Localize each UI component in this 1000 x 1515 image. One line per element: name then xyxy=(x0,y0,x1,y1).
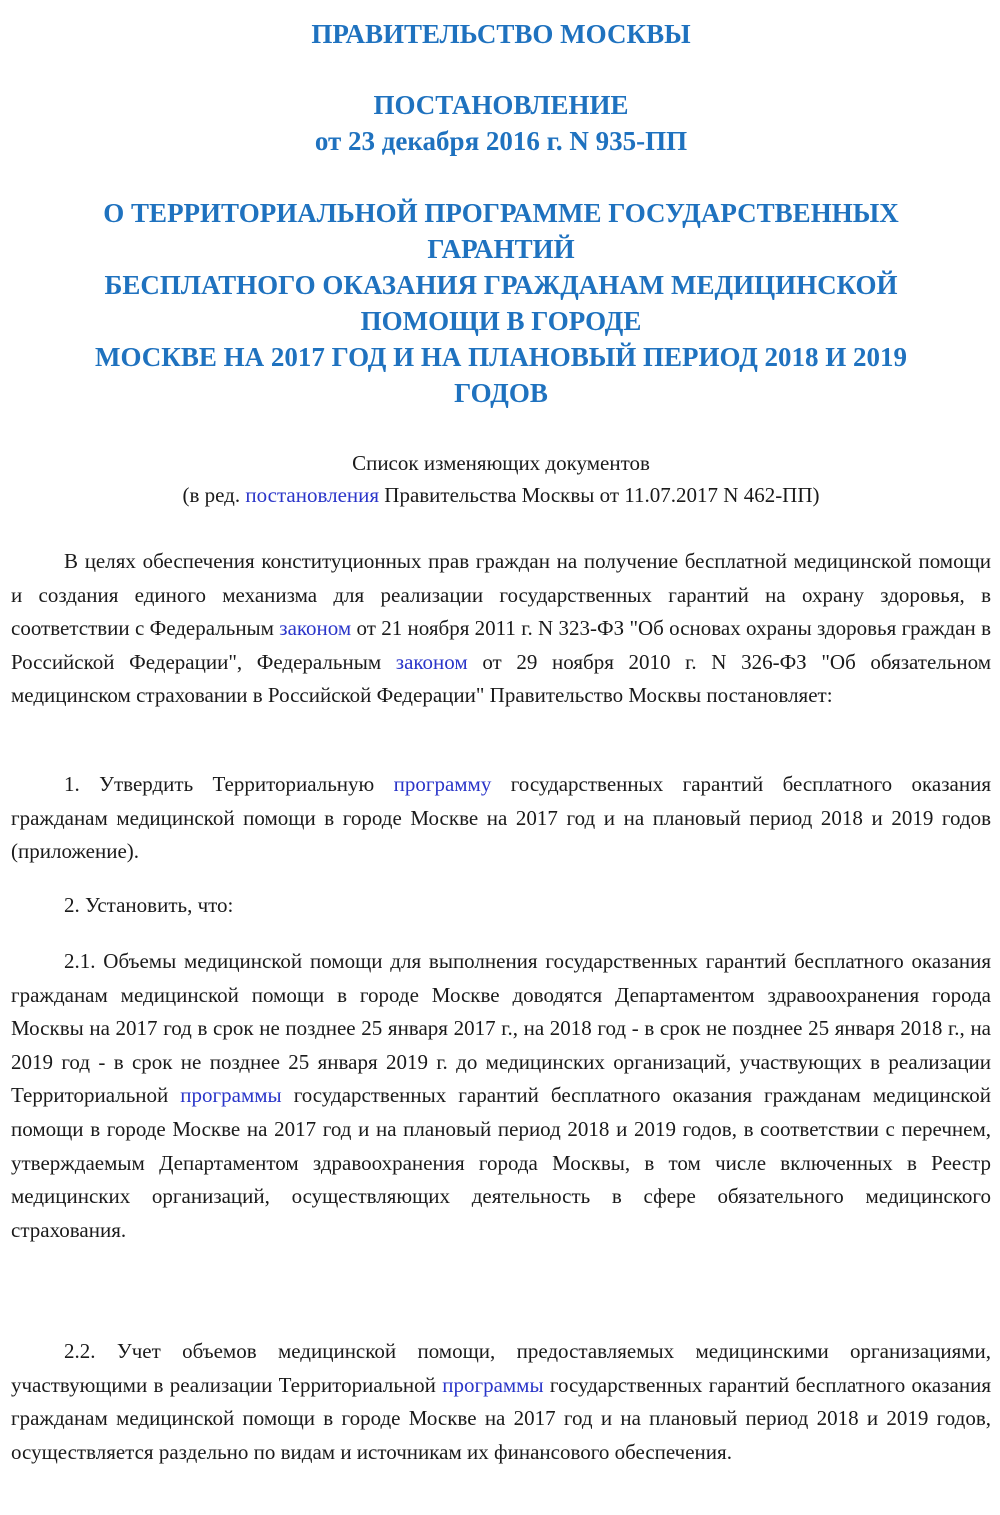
program-link[interactable]: программы xyxy=(180,1083,282,1108)
title-line: БЕСПЛАТНОГО ОКАЗАНИЯ ГРАЖДАНАМ МЕДИЦИНСКОЙ xyxy=(104,270,898,300)
amendments-prefix: (в ред. xyxy=(182,483,246,507)
document-title xyxy=(11,195,991,411)
amendments-title: Список изменяющих документов xyxy=(352,451,650,475)
law-326-link[interactable]: законом xyxy=(395,649,468,674)
preamble-text: В целях обеспечения конституционных прав граждан на получение бесплатной медицинской помощи и создания единого механизма для реализации государственных гарантий на охрану здоровья, в соответствии с Федеральным xyxy=(11,549,991,641)
item-2-2-text: 2.2. Учет объемов медицинской помощи, предоставляемых медицинскими организациями, участвующими в реализации Территориальной xyxy=(11,1339,991,1397)
amendments-suffix: Правительства Москвы от 11.07.2017 N 462-ПП) xyxy=(379,483,820,507)
item-2-1-paragraph xyxy=(11,945,991,1247)
item-2-1-text: государственных гарантий бесплатного оказания гражданам медицинской помощи в городе Москве на 2017 год и на плановый период 2018 и 2019 годов, в соответствии с перечнем, утверждаемым Департаментом здравоохранения города Москвы, в том числе включенных в Реестр медицинских организаций, осуществляющих деятельность в сфере обязательного медицинского страхования. xyxy=(11,1083,991,1242)
program-link[interactable]: программы xyxy=(442,1372,544,1397)
amendments-reference xyxy=(11,479,991,511)
item-2-paragraph: 2. Установить, что: xyxy=(64,893,234,917)
item-1-text: государственных гарантий бесплатного оказания гражданам медицинской помощи в городе Москве на 2017 год и на плановый период 2018 и 2019 годов (приложение). xyxy=(11,772,991,864)
government-heading: ПРАВИТЕЛЬСТВО МОСКВЫ xyxy=(311,19,691,49)
amendments-block xyxy=(11,447,991,511)
program-link[interactable]: программу xyxy=(393,772,492,796)
preamble-text: от 29 ноября 2010 г. N 326-ФЗ "Об обязательном медицинском страховании в Российской Федерации" Правительство Москвы постановляет: xyxy=(11,649,991,708)
title-line: ПОМОЩИ В ГОРОДЕ xyxy=(360,306,642,336)
item-2-1-text: 2.1. Объемы медицинской помощи для выполнения государственных гарантий бесплатного оказания гражданам медицинской помощи в городе Москве доводятся Департаментом здравоохранения города Москвы на 2017 год в срок не позднее 25 января 2017 г., на 2018 год - в срок не позднее 25 января 2018 г., на 2019 год - в срок не позднее 25 января 2019 г. до медицинских организаций, участвующих в реализации Территориальной xyxy=(11,949,991,1108)
preamble-text: от 21 ноября 2011 г. N 323-ФЗ "Об основах охраны здоровья граждан в Российской Федерации", Федеральным xyxy=(11,616,991,674)
decree-type: ПОСТАНОВЛЕНИЕ xyxy=(373,90,629,120)
title-line: ГОДОВ xyxy=(454,378,548,408)
title-line: ГАРАНТИЙ xyxy=(427,234,575,264)
amendment-decree-link[interactable]: постановления xyxy=(245,483,380,507)
decree-date-number: от 23 декабря 2016 г. N 935-ПП xyxy=(314,126,688,156)
decree-heading xyxy=(11,87,991,159)
item-2-2-paragraph xyxy=(11,1335,991,1469)
preamble-paragraph xyxy=(11,545,991,713)
item-1-paragraph xyxy=(11,768,991,869)
title-line: МОСКВЕ НА 2017 ГОД И НА ПЛАНОВЫЙ ПЕРИОД 2018 И 2019 xyxy=(94,342,908,372)
item-2-2-text: государственных гарантий бесплатного оказания гражданам медицинской помощи в городе Москве на 2017 год и на плановый период 2018 и 2019 годов, осуществляется раздельно по видам и источникам их финансового обеспечения. xyxy=(11,1372,992,1464)
law-323-link[interactable]: законом xyxy=(279,616,352,641)
item-1-text: 1. Утвердить Территориальную xyxy=(64,772,394,796)
title-line: О ТЕРРИТОРИАЛЬНОЙ ПРОГРАММЕ ГОСУДАРСТВЕННЫХ xyxy=(103,198,899,228)
